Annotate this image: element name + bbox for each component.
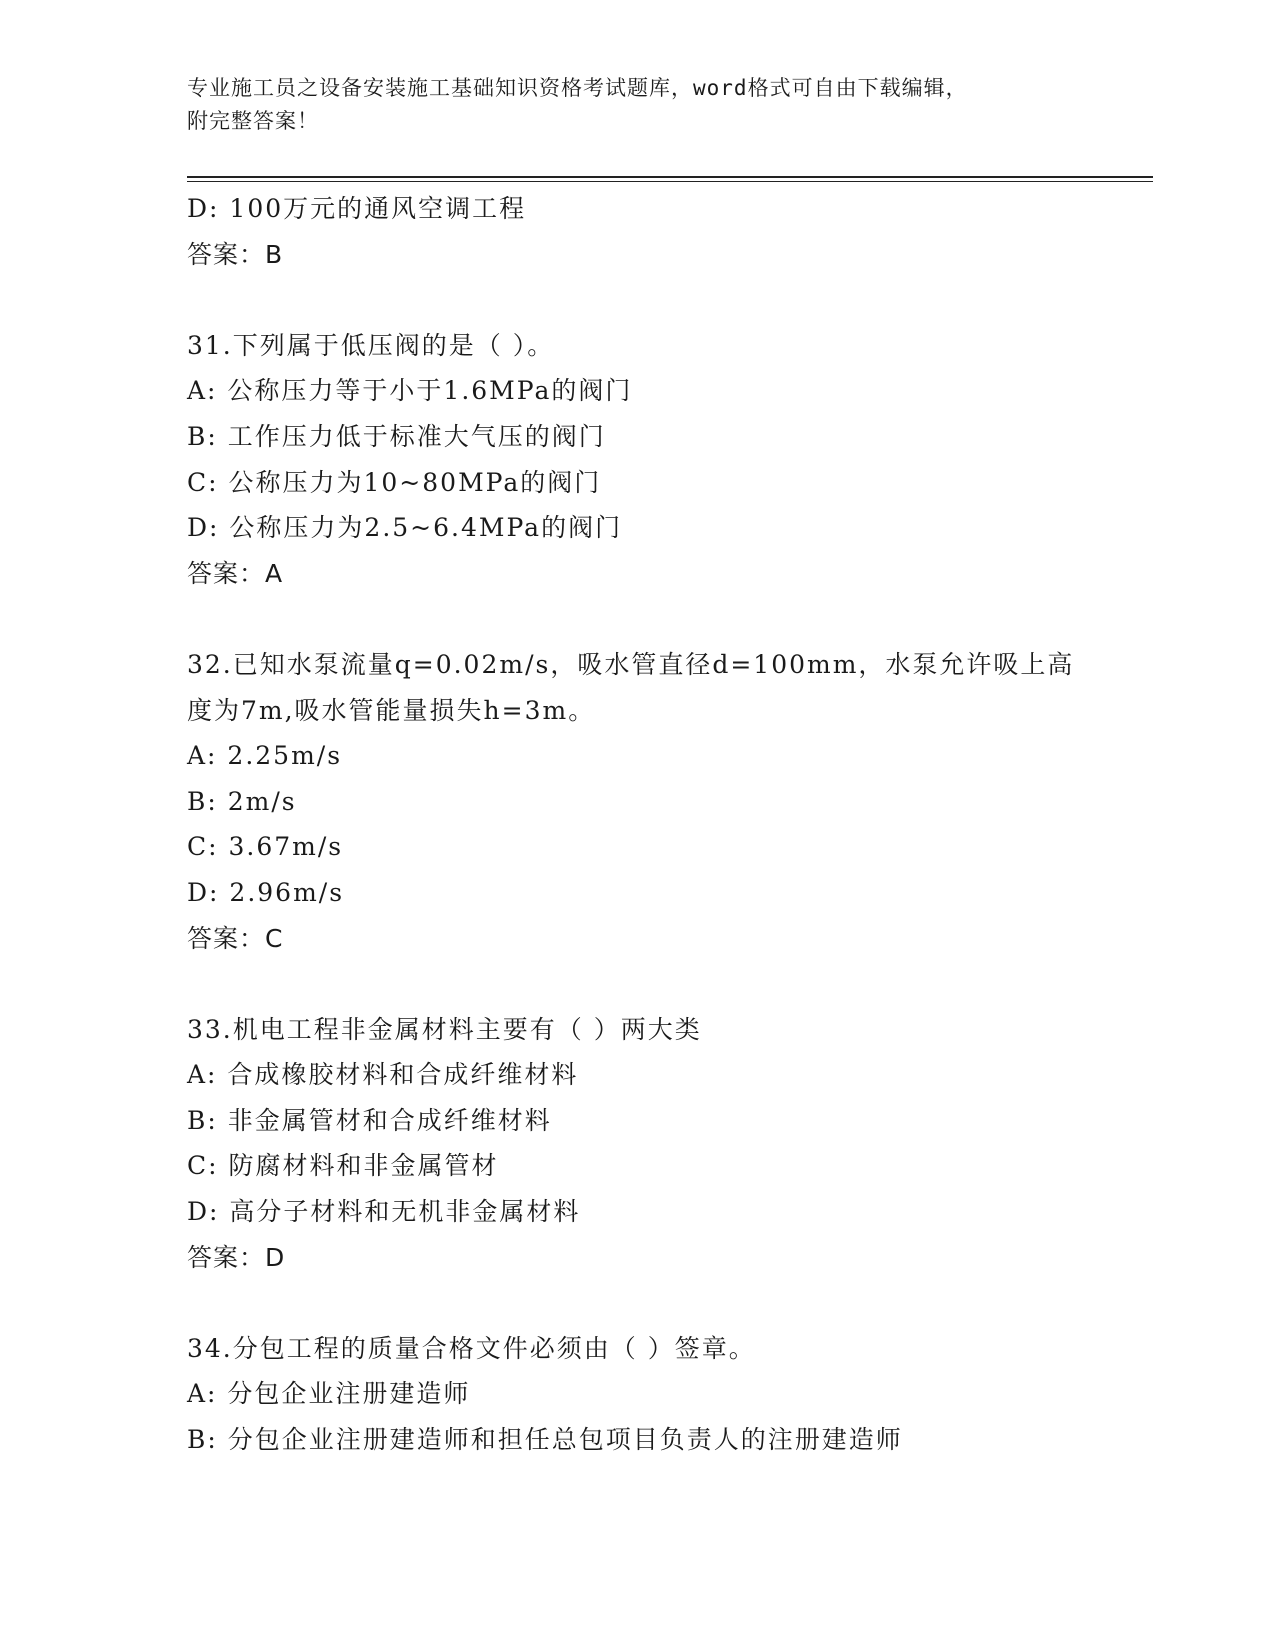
question-31-option-d: D: 公称压力为2.5~6.4MPa的阀门 <box>187 513 623 543</box>
question-32-option-a: A: 2.25m/s <box>187 741 343 771</box>
prev-option-d: D: 100万元的通风空调工程 <box>187 194 527 223</box>
header-line-1: 专业施工员之设备安装施工基础知识资格考试题库，word格式可自由下载编辑， <box>187 76 968 100</box>
question-31-option-a: A: 公称压力等于小于1.6MPa的阀门 <box>187 376 633 406</box>
spacer <box>187 961 1147 1007</box>
question-32-option-c: C: 3.67m/s <box>187 832 344 862</box>
prev-answer: 答案：B <box>187 239 284 269</box>
question-32-text-line-2: 度为7m,吸水管能量损失h=3m。 <box>187 695 596 725</box>
spacer <box>187 277 1147 323</box>
question-32 <box>187 642 1147 961</box>
question-32-option-b: B: 2m/s <box>187 786 297 816</box>
question-33-option-c: C: 防腐材料和非金属管材 <box>187 1151 499 1181</box>
header-divider-thin <box>187 181 1153 182</box>
question-list <box>187 186 1147 1463</box>
question-34-text: 34.分包工程的质量合格文件必须由（ ）签章。 <box>187 1333 756 1363</box>
header-line-2: 附完整答案！ <box>187 109 319 133</box>
question-33-answer: 答案：D <box>187 1242 286 1272</box>
question-33-text: 33.机电工程非金属材料主要有（ ）两大类 <box>187 1014 702 1044</box>
question-31-option-c: C: 公称压力为10~80MPa的阀门 <box>187 467 602 497</box>
question-32-answer: 答案：C <box>187 923 284 953</box>
question-31-option-b: B: 工作压力低于标准大气压的阀门 <box>187 421 606 451</box>
question-32-option-d: D: 2.96m/s <box>187 877 345 907</box>
question-34-option-b: B: 分包企业注册建造师和担任总包项目负责人的注册建造师 <box>187 1425 903 1455</box>
question-33-option-d: D: 高分子材料和无机非金属材料 <box>187 1197 581 1227</box>
question-31 <box>187 323 1147 597</box>
header-divider-thick <box>187 176 1153 178</box>
question-34 <box>187 1326 1147 1463</box>
question-31-text: 31.下列属于低压阀的是（ ）。 <box>187 330 555 360</box>
question-31-answer: 答案：A <box>187 558 284 588</box>
question-33-option-b: B: 非金属管材和合成纤维材料 <box>187 1105 552 1135</box>
spacer <box>187 1280 1147 1326</box>
question-33-option-a: A: 合成橡胶材料和合成纤维材料 <box>187 1060 579 1090</box>
question-33 <box>187 1007 1147 1281</box>
question-32-text-line-1: 32.已知水泵流量q=0.02m/s，吸水管直径d=100mm，水泵允许吸上高 <box>187 649 1075 679</box>
spacer <box>187 596 1147 642</box>
document-header <box>187 72 1067 138</box>
question-34-option-a: A: 分包企业注册建造师 <box>187 1379 471 1409</box>
